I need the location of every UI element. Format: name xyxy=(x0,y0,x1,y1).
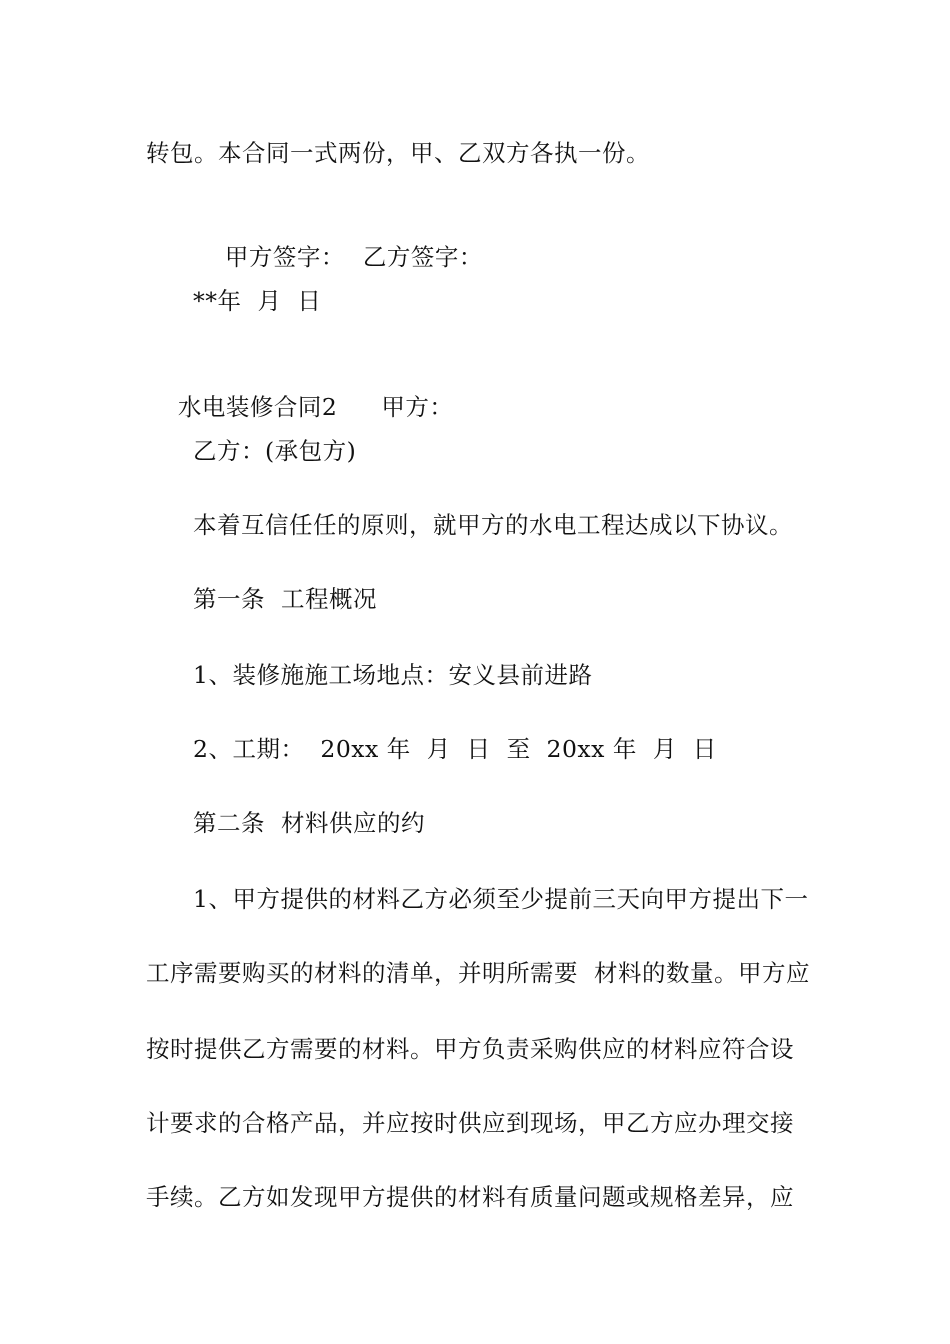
paragraph-line: 按时提供乙方需要的材料。甲方负责采购供应的材料应符合设 xyxy=(146,1035,794,1063)
party-b-signature-label: 乙方签字： xyxy=(362,243,483,271)
article-1-heading: 第一条 工程概况 xyxy=(193,585,377,613)
article-1-item-1: 1、装修施施工场地点：安义县前进路 xyxy=(193,661,593,689)
article-2-heading: 第二条 材料供应的约 xyxy=(193,809,425,837)
article-1-item-2: 2、工期： 20xx 年 月 日 至 20xx 年 月 日 xyxy=(193,735,717,763)
date-line: **年 月 日 xyxy=(193,287,322,315)
party-a-label: 甲方： xyxy=(381,393,454,421)
party-a-signature-label: 甲方签字： xyxy=(224,243,345,271)
paragraph-line: 计要求的合格产品，并应按时供应到现场，甲乙方应办理交接 xyxy=(146,1109,794,1137)
contract-title: 水电装修合同2 xyxy=(177,393,338,421)
preamble-line: 本着互信任任的原则，就甲方的水电工程达成以下协议。 xyxy=(193,511,793,539)
paragraph-line: 工序需要购买的材料的清单，并明所需要 材料的数量。甲方应 xyxy=(146,959,810,987)
paragraph-line: 手续。乙方如发现甲方提供的材料有质量问题或规格差异，应 xyxy=(146,1183,794,1211)
paragraph-line: 1、甲方提供的材料乙方必须至少提前三天向甲方提出下一 xyxy=(193,885,809,913)
party-b-line: 乙方：(承包方) xyxy=(193,437,357,465)
paragraph-line: 转包。本合同一式两份，甲、乙双方各执一份。 xyxy=(146,139,650,167)
